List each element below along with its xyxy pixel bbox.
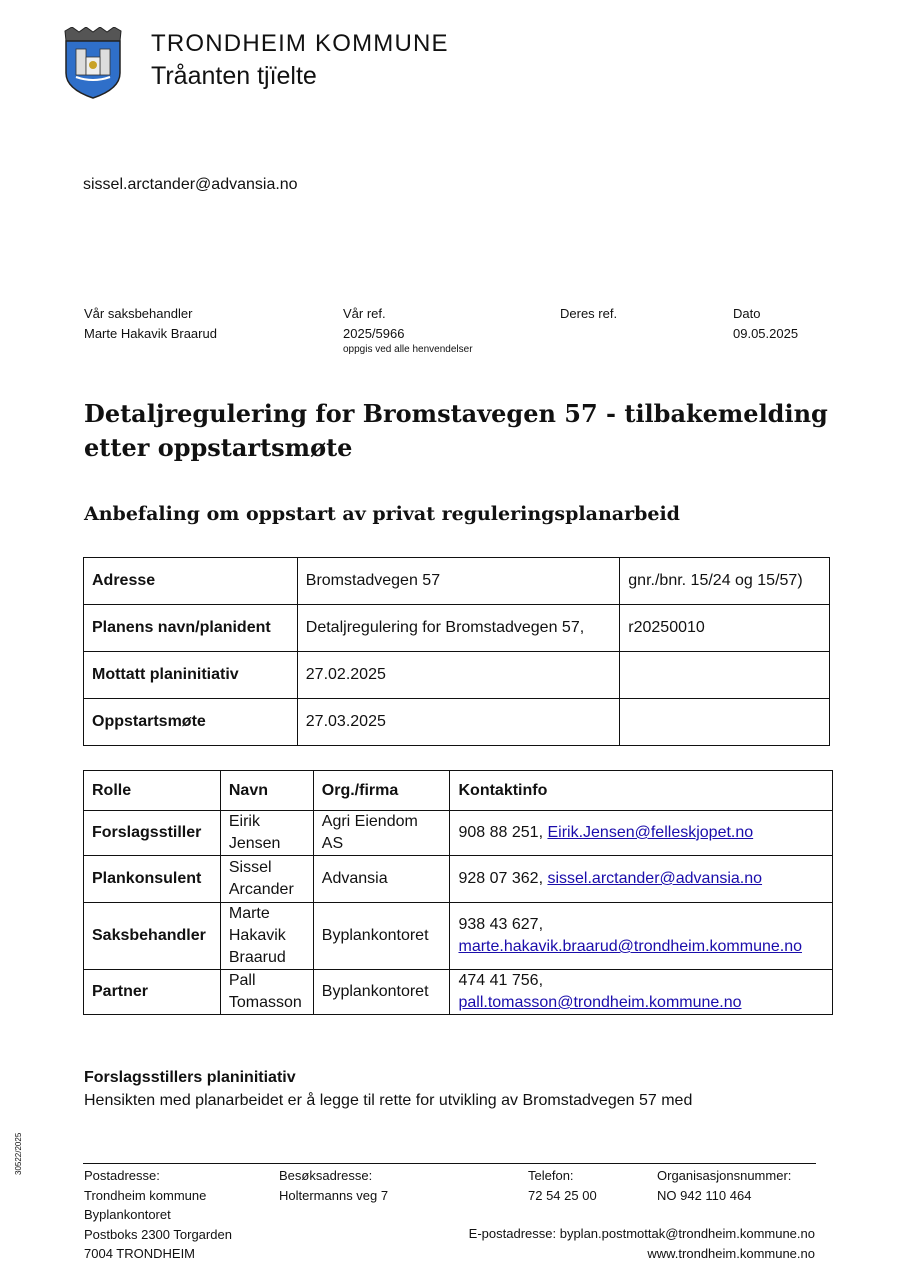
email-link[interactable]: marte.hakavik.braarud@trondheim.kommune.no bbox=[458, 938, 802, 955]
footer-divider bbox=[83, 1163, 816, 1164]
planinitiativ-text: Hensikten med planarbeidet er å legge til rette for utvikling av Bromstadvegen 57 med bbox=[84, 1092, 693, 1109]
orgnr-value: NO 942 110 464 bbox=[657, 1187, 752, 1203]
column-header: Rolle bbox=[84, 771, 221, 811]
table-row bbox=[84, 856, 833, 903]
info-extra: gnr./bnr. 15/24 og 15/57) bbox=[620, 558, 830, 605]
info-label: Oppstartsmøte bbox=[84, 699, 298, 746]
info-extra bbox=[620, 699, 830, 746]
info-label: Mottatt planinitiativ bbox=[84, 652, 298, 699]
column-header: Navn bbox=[220, 771, 313, 811]
besok-value: Holtermanns veg 7 bbox=[279, 1187, 389, 1203]
planinitiativ-heading: Forslagsstillers planinitiativ bbox=[84, 1069, 296, 1086]
name-cell: Eirik Jensen bbox=[220, 811, 313, 856]
organization-name-sami: Tråanten tjïelte bbox=[151, 62, 317, 90]
telefon-value: 72 54 25 00 bbox=[528, 1187, 597, 1203]
roles-table bbox=[83, 770, 833, 1015]
role-cell: Saksbehandler bbox=[84, 903, 221, 970]
postadresse-line: 7004 TRONDHEIM bbox=[84, 1246, 196, 1261]
email-link[interactable]: pall.tomasson@trondheim.kommune.no bbox=[458, 994, 742, 1011]
org-cell: Advansia bbox=[313, 856, 450, 903]
column-header: Kontaktinfo bbox=[450, 771, 833, 811]
name-cell: Marte Hakavik Braarud bbox=[220, 903, 313, 970]
email-link[interactable]: sissel.arctander@advansia.no bbox=[547, 870, 763, 887]
footer-web: www.trondheim.kommune.no bbox=[647, 1245, 815, 1261]
postadresse-line: Postboks 2300 Torgarden bbox=[84, 1226, 232, 1242]
table-row bbox=[84, 811, 833, 856]
phone-text: 938 43 627, bbox=[458, 916, 544, 933]
email-link[interactable]: Eirik.Jensen@felleskjopet.no bbox=[547, 824, 754, 841]
deres-ref-label: Deres ref. bbox=[560, 306, 618, 321]
postadresse-line: Byplankontoret bbox=[84, 1207, 171, 1222]
postadresse-line: Trondheim kommune bbox=[84, 1187, 207, 1203]
table-row bbox=[84, 970, 833, 1015]
info-value: Bromstadvegen 57 bbox=[297, 558, 620, 605]
table-header-row bbox=[84, 771, 833, 811]
contact-cell bbox=[450, 970, 833, 1015]
footer-besoksadresse bbox=[279, 1166, 388, 1205]
info-value: Detaljregulering for Bromstadvegen 57, bbox=[297, 605, 620, 652]
info-value: 27.03.2025 bbox=[297, 699, 620, 746]
dato-value: 09.05.2025 bbox=[733, 326, 799, 341]
recipient-email: sissel.arctander@advansia.no bbox=[83, 176, 298, 193]
role-cell: Partner bbox=[84, 970, 221, 1015]
info-extra: r20250010 bbox=[620, 605, 830, 652]
column-header: Org./firma bbox=[313, 771, 450, 811]
table-row bbox=[84, 558, 830, 605]
saksbehandler-label: Vår saksbehandler bbox=[84, 306, 193, 321]
org-cell: Agri Eiendom AS bbox=[313, 811, 450, 856]
role-cell: Plankonsulent bbox=[84, 856, 221, 903]
role-cell: Forslagsstiller bbox=[84, 811, 221, 856]
footer-orgnr bbox=[657, 1166, 791, 1205]
side-reference-code: 30522/2025 bbox=[14, 1132, 23, 1175]
var-ref-value: 2025/5966 bbox=[343, 326, 405, 341]
postadresse-label: Postadresse: bbox=[84, 1168, 160, 1183]
saksbehandler-value: Marte Hakavik Braarud bbox=[84, 326, 217, 341]
contact-cell bbox=[450, 811, 833, 856]
org-cell: Byplankontoret bbox=[313, 903, 450, 970]
orgnr-label: Organisasjonsnummer: bbox=[657, 1168, 792, 1183]
table-row bbox=[84, 652, 830, 699]
name-cell: Pall Tomasson bbox=[220, 970, 313, 1015]
var-ref-note: oppgis ved alle henvendelser bbox=[343, 344, 473, 355]
info-label: Planens navn/planident bbox=[84, 605, 298, 652]
telefon-label: Telefon: bbox=[528, 1168, 574, 1183]
footer-postadresse bbox=[84, 1166, 232, 1264]
footer-email: E-postadresse: byplan.postmottak@trondheim.kommune.no bbox=[468, 1226, 815, 1241]
table-row bbox=[84, 903, 833, 970]
info-extra bbox=[620, 652, 830, 699]
contact-cell bbox=[450, 903, 833, 970]
table-row bbox=[84, 699, 830, 746]
dato-label: Dato bbox=[733, 306, 761, 321]
contact-cell bbox=[450, 856, 833, 903]
section-subtitle: Anbefaling om oppstart av privat reguleringsplanarbeid bbox=[84, 503, 680, 525]
table-row bbox=[84, 605, 830, 652]
info-label: Adresse bbox=[84, 558, 298, 605]
name-cell: Sissel Arcander bbox=[220, 856, 313, 903]
organization-name: TRONDHEIM KOMMUNE bbox=[151, 30, 449, 57]
phone-text: 908 88 251, bbox=[458, 824, 544, 841]
trondheim-coat-of-arms-icon bbox=[62, 27, 124, 99]
footer-telefon bbox=[528, 1166, 597, 1205]
document-title: Detaljregulering for Bromstavegen 57 - tilbakemelding etter oppstartsmøte bbox=[84, 399, 828, 462]
phone-text: 474 41 756, bbox=[458, 972, 544, 989]
var-ref-label: Vår ref. bbox=[343, 306, 386, 321]
phone-text: 928 07 362, bbox=[458, 870, 544, 887]
info-table bbox=[83, 557, 830, 746]
org-cell: Byplankontoret bbox=[313, 970, 450, 1015]
besok-label: Besøksadresse: bbox=[279, 1168, 373, 1183]
info-value: 27.02.2025 bbox=[297, 652, 620, 699]
footer-contact bbox=[469, 1224, 815, 1263]
